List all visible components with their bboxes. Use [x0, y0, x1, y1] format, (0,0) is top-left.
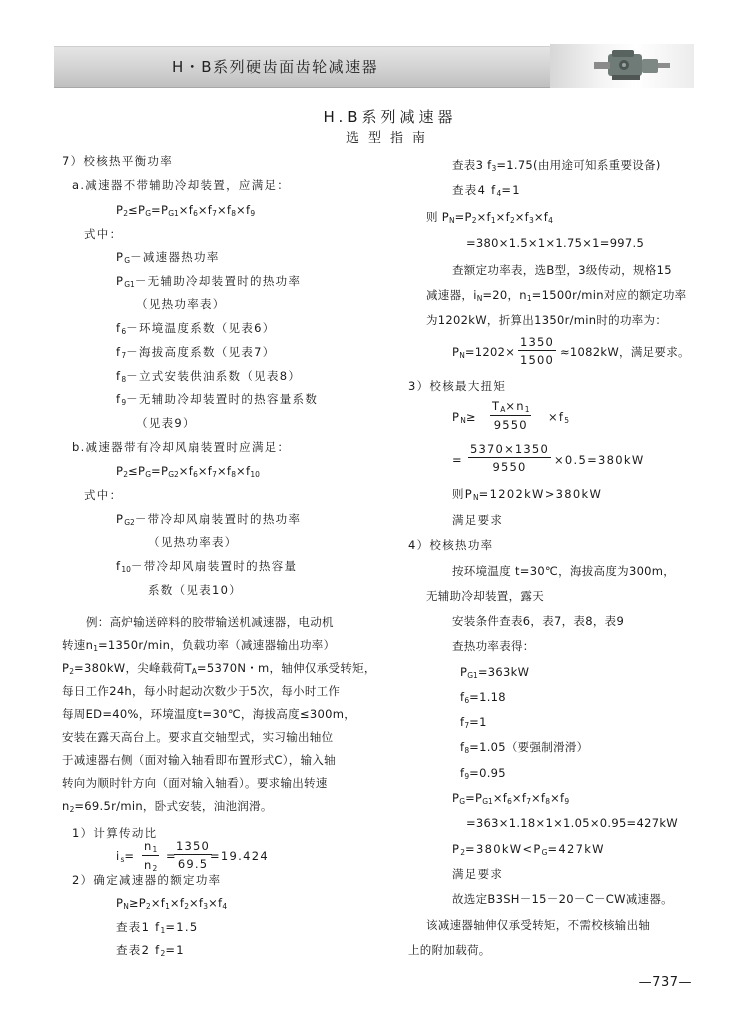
torque-then: 则$P_N=1202kW>380kW$: [452, 487, 603, 502]
def-pg2: $P_{G2}-$带冷却风扇装置时的热功率: [116, 512, 302, 527]
ratio-lhs: $i_s=$: [116, 849, 136, 864]
thermal-line-2: 无辅助冷却装置，露天: [426, 589, 544, 603]
value-f6: $f_6=1.18$: [460, 690, 506, 705]
def-f7: $f_7-$海拔高度系数（见表7）: [116, 345, 276, 360]
def-pg: $P_G-$减速器热功率: [116, 250, 220, 265]
def-f10: $f_{10}-$带冷却风扇装置时的热容量: [116, 559, 298, 574]
torque-calc-result: ×0.5=380kW: [554, 453, 645, 467]
ratio-result: =19.424: [210, 849, 269, 863]
pn-conversion-fraction: $\frac{1350}{1500}$: [520, 335, 555, 367]
selection-result: 故选定B3SH－15－20－C－CW减速器。: [452, 892, 673, 906]
pn-calc: =380×1.5×1×1.75×1=997.5: [466, 236, 645, 250]
def-pg1: $P_{G1}-$无辅助冷却装置时的热功率: [116, 274, 302, 289]
def-pg2-cont: （见热功率表）: [148, 535, 238, 549]
where-label-2: 式中：: [84, 488, 123, 502]
example-line-7: 于减速器右侧（面对输入轴看即布置形式C），输入轴: [62, 753, 336, 767]
doc-subtitle: 选型指南: [345, 131, 434, 146]
example-line-8: 转向为顺时针方向（面对输入轴看）。要求输出转速: [62, 776, 328, 790]
header-title: H・B系列硬齿面齿轮减速器: [172, 58, 379, 76]
formula-b: $P_2\le P_G=P_{G2}\times f_6\times f_7\times f_8\times f_{10}$: [116, 464, 260, 479]
example-line-1: 例：高炉输送碎料的胶带输送机减速器，电动机: [86, 615, 334, 629]
rated-line-2: 减速器，$i_N=20$，$n_1=1500r/\min$对应的额定功率: [426, 288, 687, 303]
doc-title: H.B系列减速器: [323, 108, 457, 126]
value-pg1: $P_{G1}=363kW$: [460, 665, 530, 680]
pn-conversion-lhs: $P_N=1202\times$: [452, 345, 516, 360]
value-f7: $f_7=1$: [460, 715, 487, 730]
formula-a: $P_2\le P_G=P_{G1}\times f_6\times f_7\times f_8\times f_9$: [116, 203, 256, 218]
torque-ok: 满足要求: [452, 513, 504, 527]
note-line-1: 该减速器轴伸仅承受转矩，不需校核输出轴: [426, 918, 651, 932]
def-f9-cont: （见表9）: [136, 416, 196, 430]
note-line-2: 上的附加载荷。: [408, 943, 491, 957]
def-f8: $f_8-$立式安装供油系数（见表8）: [116, 369, 302, 384]
torque-fraction: $\frac{T_A\times n_1}{9550}$: [492, 399, 530, 432]
thermal-ok: 满足要求: [452, 867, 504, 881]
ratio-fraction-symbolic: $\frac{n_1}{n_2}$: [144, 839, 158, 873]
example-line-5: 每周ED=40%，环境温度t=30℃，海拔高度≤300m，: [62, 707, 356, 721]
def-pg1-cont: （见热功率表）: [136, 297, 226, 311]
example-line-3: $P_2=380kW$，尖峰载荷$T_A=5370N$・m，轴伸仅承受转矩，: [62, 661, 376, 676]
rated-line-1: 查额定功率表，选B型，3级传动，规格15: [452, 263, 672, 277]
p2-comparison: $P_2=380kW<P_G=427kW$: [452, 842, 605, 857]
example-line-6: 安装在露天高台上。要求直交轴型式，实习输出轴位: [62, 730, 334, 744]
table-1-lookup: 查表1 $f_1=1.5$: [116, 920, 199, 935]
section-3-title: 3）校核最大扭矩: [408, 379, 507, 393]
pn-conversion-result: ≈1082kW，满足要求。: [560, 345, 690, 359]
value-f8: $f_8=1.05$（要强制滑滑）: [460, 740, 589, 755]
torque-calc-eq: =: [452, 453, 463, 467]
pn-formula: $P_N\ge P_2\times f_1\times f_2\times f_3\times f_4$: [116, 896, 228, 911]
example-line-4: 每日工作24h，每小时起动次数少于5次，每小时工作: [62, 684, 341, 698]
example-line-9: $n_2=69.5r/\min$，卧式安装，油池润滑。: [62, 799, 273, 814]
table-2-lookup: 查表2 $f_2=1$: [116, 943, 185, 958]
section-4-title: 4）校核热功率: [408, 538, 494, 552]
thermal-line-4: 查热功率表得：: [452, 639, 535, 653]
table-3-lookup: 查表3 $f_3=1.75$(由用途可知系重要设备): [452, 158, 661, 173]
pn-then-formula: 则 $P_N=P_2\times f_1\times f_2\times f_3\times f_4$: [426, 210, 553, 225]
pg-formula: $P_G=P_{G1}\times f_6\times f_7\times f_8\times f_9$: [452, 791, 570, 806]
table-4-lookup: 查表4 $f_4=1$: [452, 183, 521, 198]
condition-a-title: a.减速器不带辅助冷却装置，应满足：: [72, 178, 291, 192]
section-7-title: 7）校核热平衡功率: [62, 154, 174, 168]
torque-factor: $\times f_5$: [548, 410, 570, 425]
pg-calc: =363×1.18×1×1.05×0.95=427kW: [466, 816, 678, 830]
gear-reducer-icon: [550, 44, 694, 88]
reducer-photo: [550, 44, 694, 88]
where-label-1: 式中：: [84, 227, 123, 241]
torque-lhs: $P_N\ge$: [452, 410, 477, 425]
value-f9: $f_9=0.95$: [460, 766, 506, 781]
def-f10-cont: 系数（见表10）: [148, 583, 243, 597]
def-f9: $f_9-$无辅助冷却装置时的热容量系数: [116, 392, 319, 407]
condition-b-title: b.减速器带有冷却风扇装置时应满足：: [72, 440, 291, 454]
thermal-line-1: 按环境温度 t=30℃，海拔高度为300m，: [452, 564, 676, 578]
header-band: [54, 46, 694, 88]
ratio-fraction-numeric: $\frac{1350}{69.5}$: [176, 839, 211, 871]
rated-line-3: 为1202kW，折算出1350r/min时的功率为：: [426, 313, 668, 327]
torque-calc-fraction: $\frac{5370\times 1350}{9550}$: [470, 442, 549, 474]
thermal-line-3: 安装条件查表6，表7，表8，表9: [452, 614, 625, 628]
def-f6: $f_6-$环境温度系数（见表6）: [116, 321, 276, 336]
page-number: —737—: [638, 975, 692, 990]
step-2-title: 2）确定减速器的额定功率: [72, 873, 222, 887]
step-1-title: 1）计算传动比: [72, 826, 158, 840]
example-line-2: 转速$n_1=1350r/\min$，负载功率（减速器输出功率）: [62, 638, 336, 653]
ratio-eq-sign: =: [166, 849, 177, 863]
